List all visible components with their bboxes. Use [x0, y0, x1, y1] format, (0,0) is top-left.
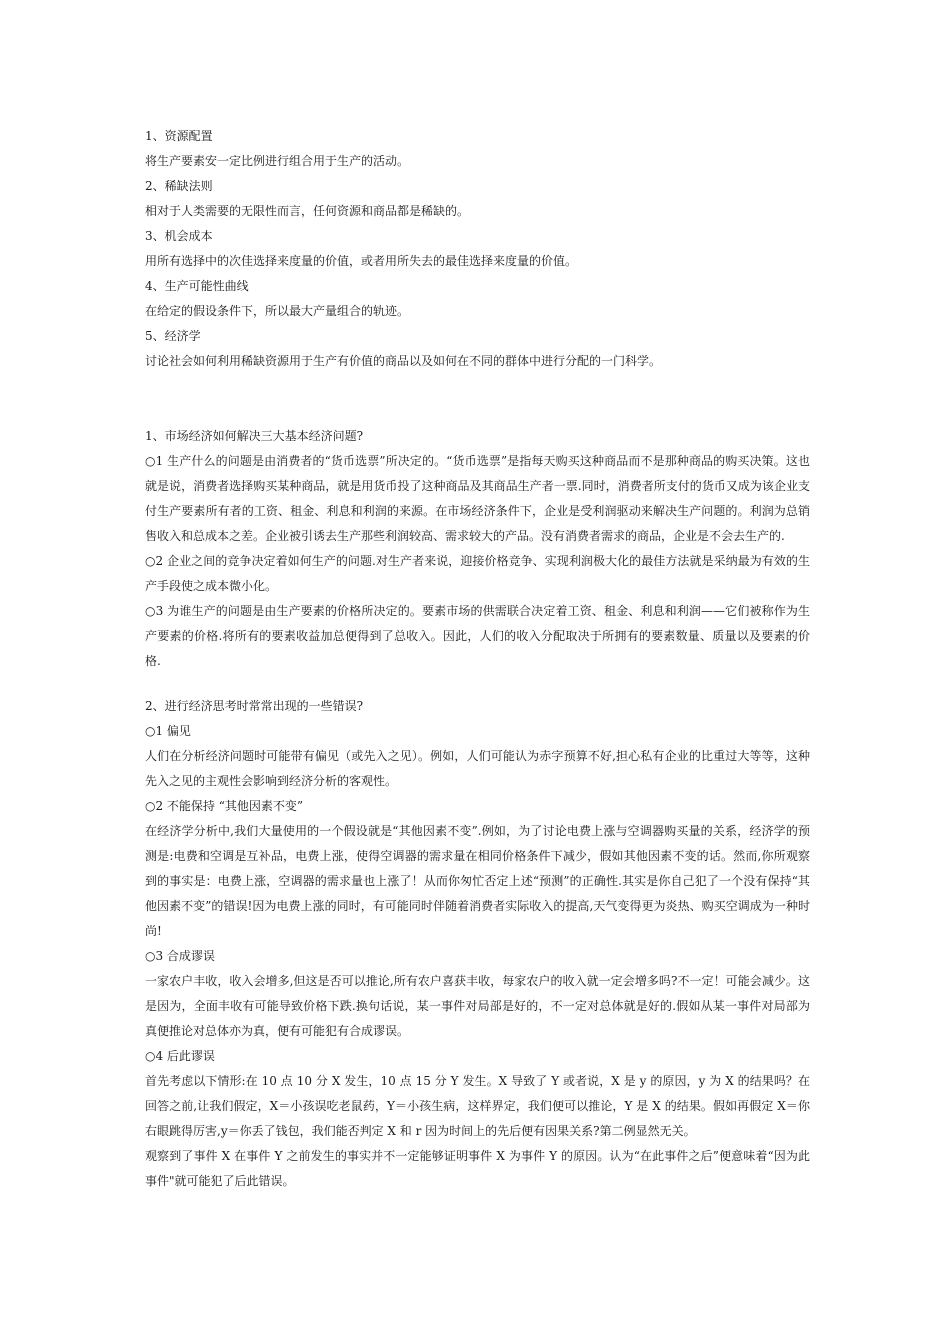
definition-text: 将生产要素安一定比例进行组合用于生产的活动。 — [145, 154, 410, 168]
question-2-section — [145, 694, 810, 1194]
definition-term: 1、资源配置 — [145, 129, 213, 143]
answer-paragraph: ○3 为谁生产的问题是由生产要素的价格所决定的。要素市场的供需联合决定着工资、租金、利息和利润——它们被称作为生产要素的价格.将所有的要素收益加总便得到了总收入。因此，人们的收入分配取决于所拥有的要素数量、质量以及要素的价格. — [145, 604, 810, 668]
item-heading: ○1 偏见 — [145, 724, 191, 738]
definition-term: 2、稀缺法则 — [145, 179, 213, 193]
definition-text: 相对于人类需要的无限性而言，任何资源和商品都是稀缺的。 — [145, 204, 470, 218]
question-1-section — [145, 424, 810, 674]
definitions-section — [145, 124, 810, 374]
definition-term: 4、生产可能性曲线 — [145, 279, 249, 293]
item-paragraph: 观察到了事件 X 在事件 Y 之前发生的事实并不一定能够证明事件 X 为事件 Y 的原因。认为“在此事件之后”便意味着“因为此事件"就可能犯了后此错误。 — [145, 1149, 810, 1188]
item-heading: ○2 不能保持 “其他因素不变” — [145, 799, 304, 813]
definition-term: 3、机会成本 — [145, 229, 213, 243]
answer-paragraph: ○2 企业之间的竞争决定着如何生产的问题.对生产者来说，迎接价格竞争、实现利润极大化的最佳方法就是采纳最为有效的生产手段使之成本微小化。 — [145, 554, 810, 593]
definition-text: 用所有选择中的次佳选择来度量的价值，或者用所失去的最佳选择来度量的价值。 — [145, 254, 578, 268]
definition-term: 5、经济学 — [145, 329, 201, 343]
definition-text: 在给定的假设条件下，所以最大产量组合的轨迹。 — [145, 304, 410, 318]
item-paragraph: 首先考虑以下情形:在 10 点 10 分 X 发生，10 点 15 分 Y 发生。X 导致了 Y 或者说，X 是 y 的原因，y 为 X 的结果吗？在回答之前,让我们假定，X＝小孩误吃老鼠药，Y＝小孩生病，这样界定，我们便可以推论，Y 是 X 的结果。假如再假定 X＝你右眼跳得厉害,y＝你丢了钱包，我们能否判定 X 和 r 因为时间上的先后便有因果关系?第二例显然无关。 — [145, 1074, 810, 1138]
answer-paragraph: ○1 生产什么的问题是由消费者的“货币选票”所决定的。“货币选票”是指每天购买这种商品而不是那种商品的购买决策。这也就是说，消费者选择购买某种商品，就是用货币投了这种商品及其商品生产者一票.同时，消费者所支付的货币又成为该企业支付生产要素所有者的工资、租金、利息和利润的来源。在市场经济条件下，企业是受利润驱动来解决生产问题的。利润为总销售收入和总成本之差。企业被引诱去生产那些利润较高、需求较大的产品。没有消费者需求的商品，企业是不会去生产的. — [145, 454, 810, 543]
item-paragraph: 一家农户丰收，收入会增多,但这是否可以推论,所有农户喜获丰收，每家农户的收入就一定会增多吗?不一定！可能会减少。这是因为，全面丰收有可能导致价格下跌.换句话说，某一事件对局部是好的，不一定对总体就是好的.假如从某一事件对局部为真便推论对总体亦为真，便有可能犯有合成谬误。 — [145, 974, 810, 1038]
item-paragraph: 在经济学分析中,我们大量使用的一个假设就是“其他因素不变”.例如，为了讨论电费上涨与空调器购买量的关系，经济学的预测是:电费和空调是互补品，电费上涨，使得空调器的需求量在相同价格条件下减少，假如其他因素不变的话。然而,你所观察到的事实是：电费上涨，空调器的需求量也上涨了！从而你匆忙否定上述“预测”的正确性.其实是你自己犯了一个没有保持“其他因素不变”的错误!因为电费上涨的同时，有可能同时伴随着消费者实际收入的提高,天气变得更为炎热、购买空调成为一种时尚! — [145, 824, 810, 938]
item-heading: ○3 合成谬误 — [145, 949, 215, 963]
definition-text: 讨论社会如何利用稀缺资源用于生产有价值的商品以及如何在不同的群体中进行分配的一门科学。 — [145, 354, 662, 368]
item-paragraph: 人们在分析经济问题时可能带有偏见（或先入之见）。例如，人们可能认为赤字预算不好,担心私有企业的比重过大等等，这种先入之见的主观性会影响到经济分析的客观性。 — [145, 749, 810, 788]
question-title: 1、市场经济如何解决三大基本经济问题? — [145, 429, 364, 443]
question-title: 2、进行经济思考时常常出现的一些错误? — [145, 699, 364, 713]
item-heading: ○4 后此谬误 — [145, 1049, 215, 1063]
